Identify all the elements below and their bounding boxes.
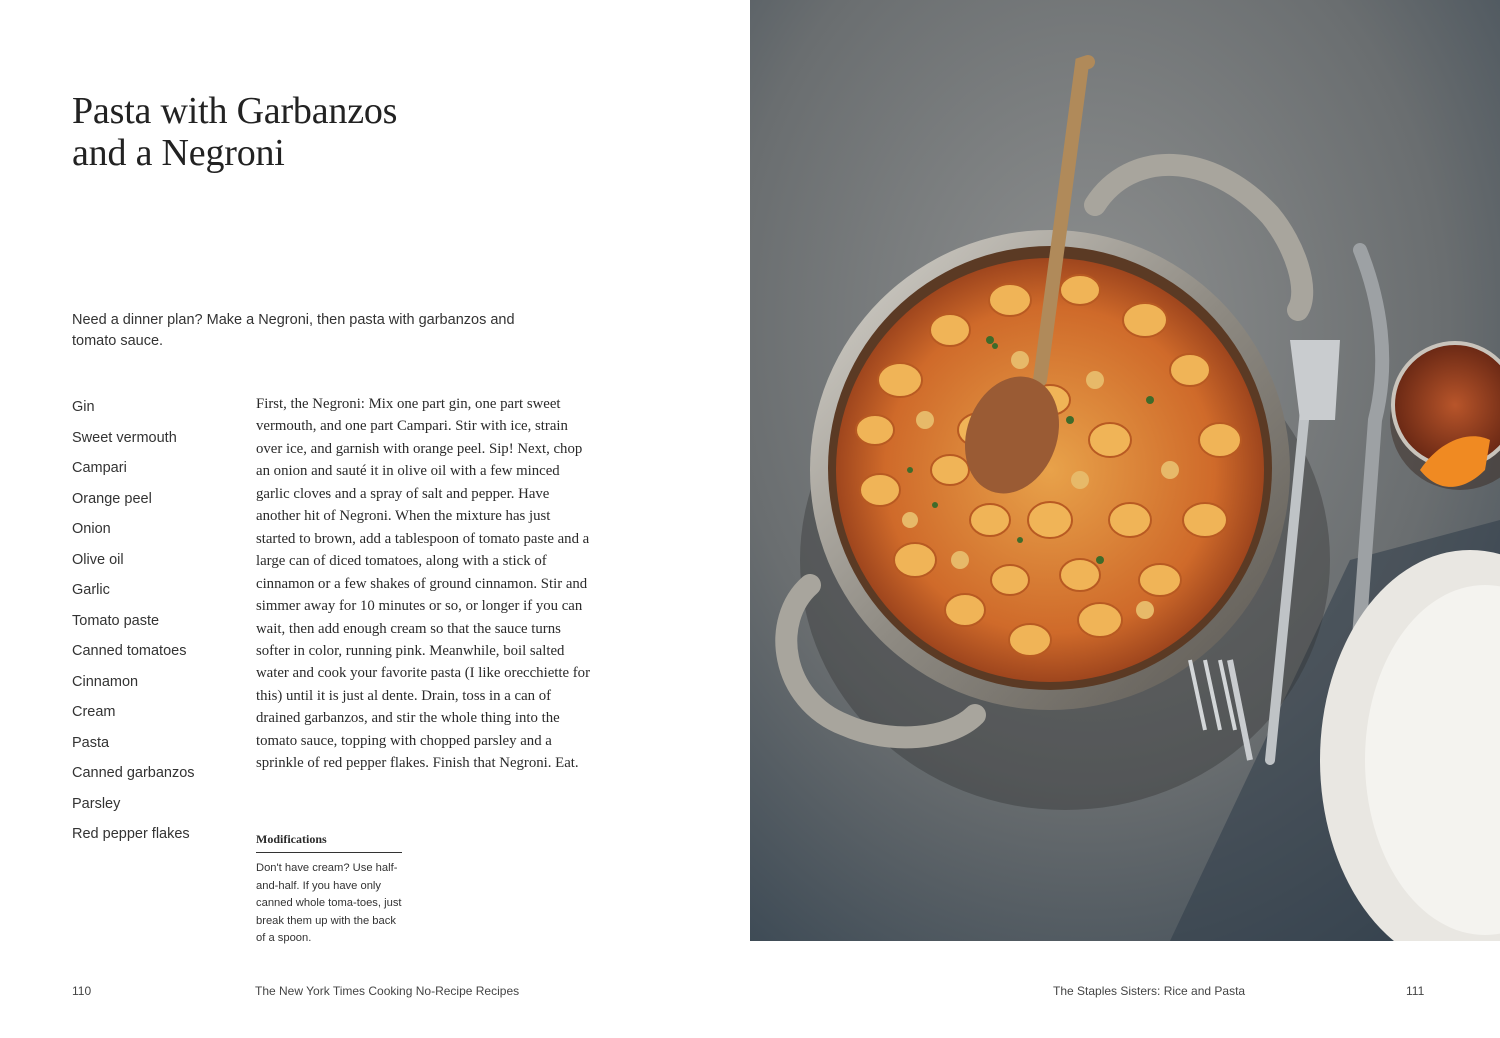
- page-number-left: 110: [72, 984, 92, 998]
- recipe-title-line-2: and a Negroni: [72, 132, 285, 174]
- ingredient-item: Olive oil: [72, 551, 124, 568]
- recipe-method: First, the Negroni: Mix one part gin, one part sweet vermouth, and one part Campari. Stir with ice, strain over ice, and garnish with orange peel. Sip! Next, chop an onion and sauté it in olive oil with a few minced garlic cloves and a spray of salt and pepper. Have another hit of Negroni. When the mixture has just started to brown, add a tablespoon of tomato paste and a large can of diced tomatoes, along with a stick of cinnamon or a few shakes of ground cinnamon. Stir and simmer away for 10 minutes or so, or longer if you can wait, then add enough cream so that the sauce turns softer in color, running pink. Meanwhile, boil salted water and cook your favorite pasta (I like orecchiette for this) until it is just al dente. Drain, toss in a can of drained garbanzos, and stir the whole thing into the tomato sauce, topping with chopped parsley and a sprinkle of red pepper flakes. Finish that Negroni. Eat.: [256, 396, 591, 772]
- ingredient-item: Orange peel: [72, 490, 152, 507]
- ingredient-item: Cream: [72, 704, 116, 720]
- recipe-title-line-1: Pasta with Garbanzos: [72, 90, 398, 132]
- ingredient-item: Onion: [72, 521, 111, 537]
- ingredient-item: Tomato paste: [72, 612, 160, 629]
- ingredient-item: Sweet vermouth: [72, 429, 177, 446]
- ingredient-item: Cinnamon: [72, 673, 139, 690]
- running-title-right: The Staples Sisters: Rice and Pasta: [1053, 984, 1246, 998]
- pasta-pot-photo: [750, 0, 1500, 941]
- ingredient-item: Parsley: [72, 795, 121, 812]
- ingredient-item: Canned garbanzos: [72, 765, 195, 781]
- modifications-heading: Modifications: [256, 832, 402, 853]
- modifications-box: [256, 832, 402, 948]
- ingredient-item: Canned tomatoes: [72, 643, 187, 659]
- running-title-left: The New York Times Cooking No-Recipe Recipes: [255, 984, 520, 998]
- ingredient-item: Garlic: [72, 582, 110, 598]
- photo-illustration: [750, 0, 1500, 941]
- ingredient-item: Gin: [72, 399, 95, 415]
- ingredient-item: Campari: [72, 460, 127, 476]
- ingredient-list: [72, 392, 195, 850]
- recipe-title: [72, 90, 397, 174]
- modifications-text: Don't have cream? Use half-and-half. If you have only canned whole toma-toes, just break them up with the back of a spoon.: [256, 862, 402, 945]
- ingredient-item: Red pepper flakes: [72, 826, 190, 842]
- recipe-intro: Need a dinner plan? Make a Negroni, then pasta with garbanzos and tomato sauce.: [72, 312, 515, 349]
- page-number-right: 111: [1406, 984, 1425, 998]
- ingredient-item: Pasta: [72, 734, 110, 751]
